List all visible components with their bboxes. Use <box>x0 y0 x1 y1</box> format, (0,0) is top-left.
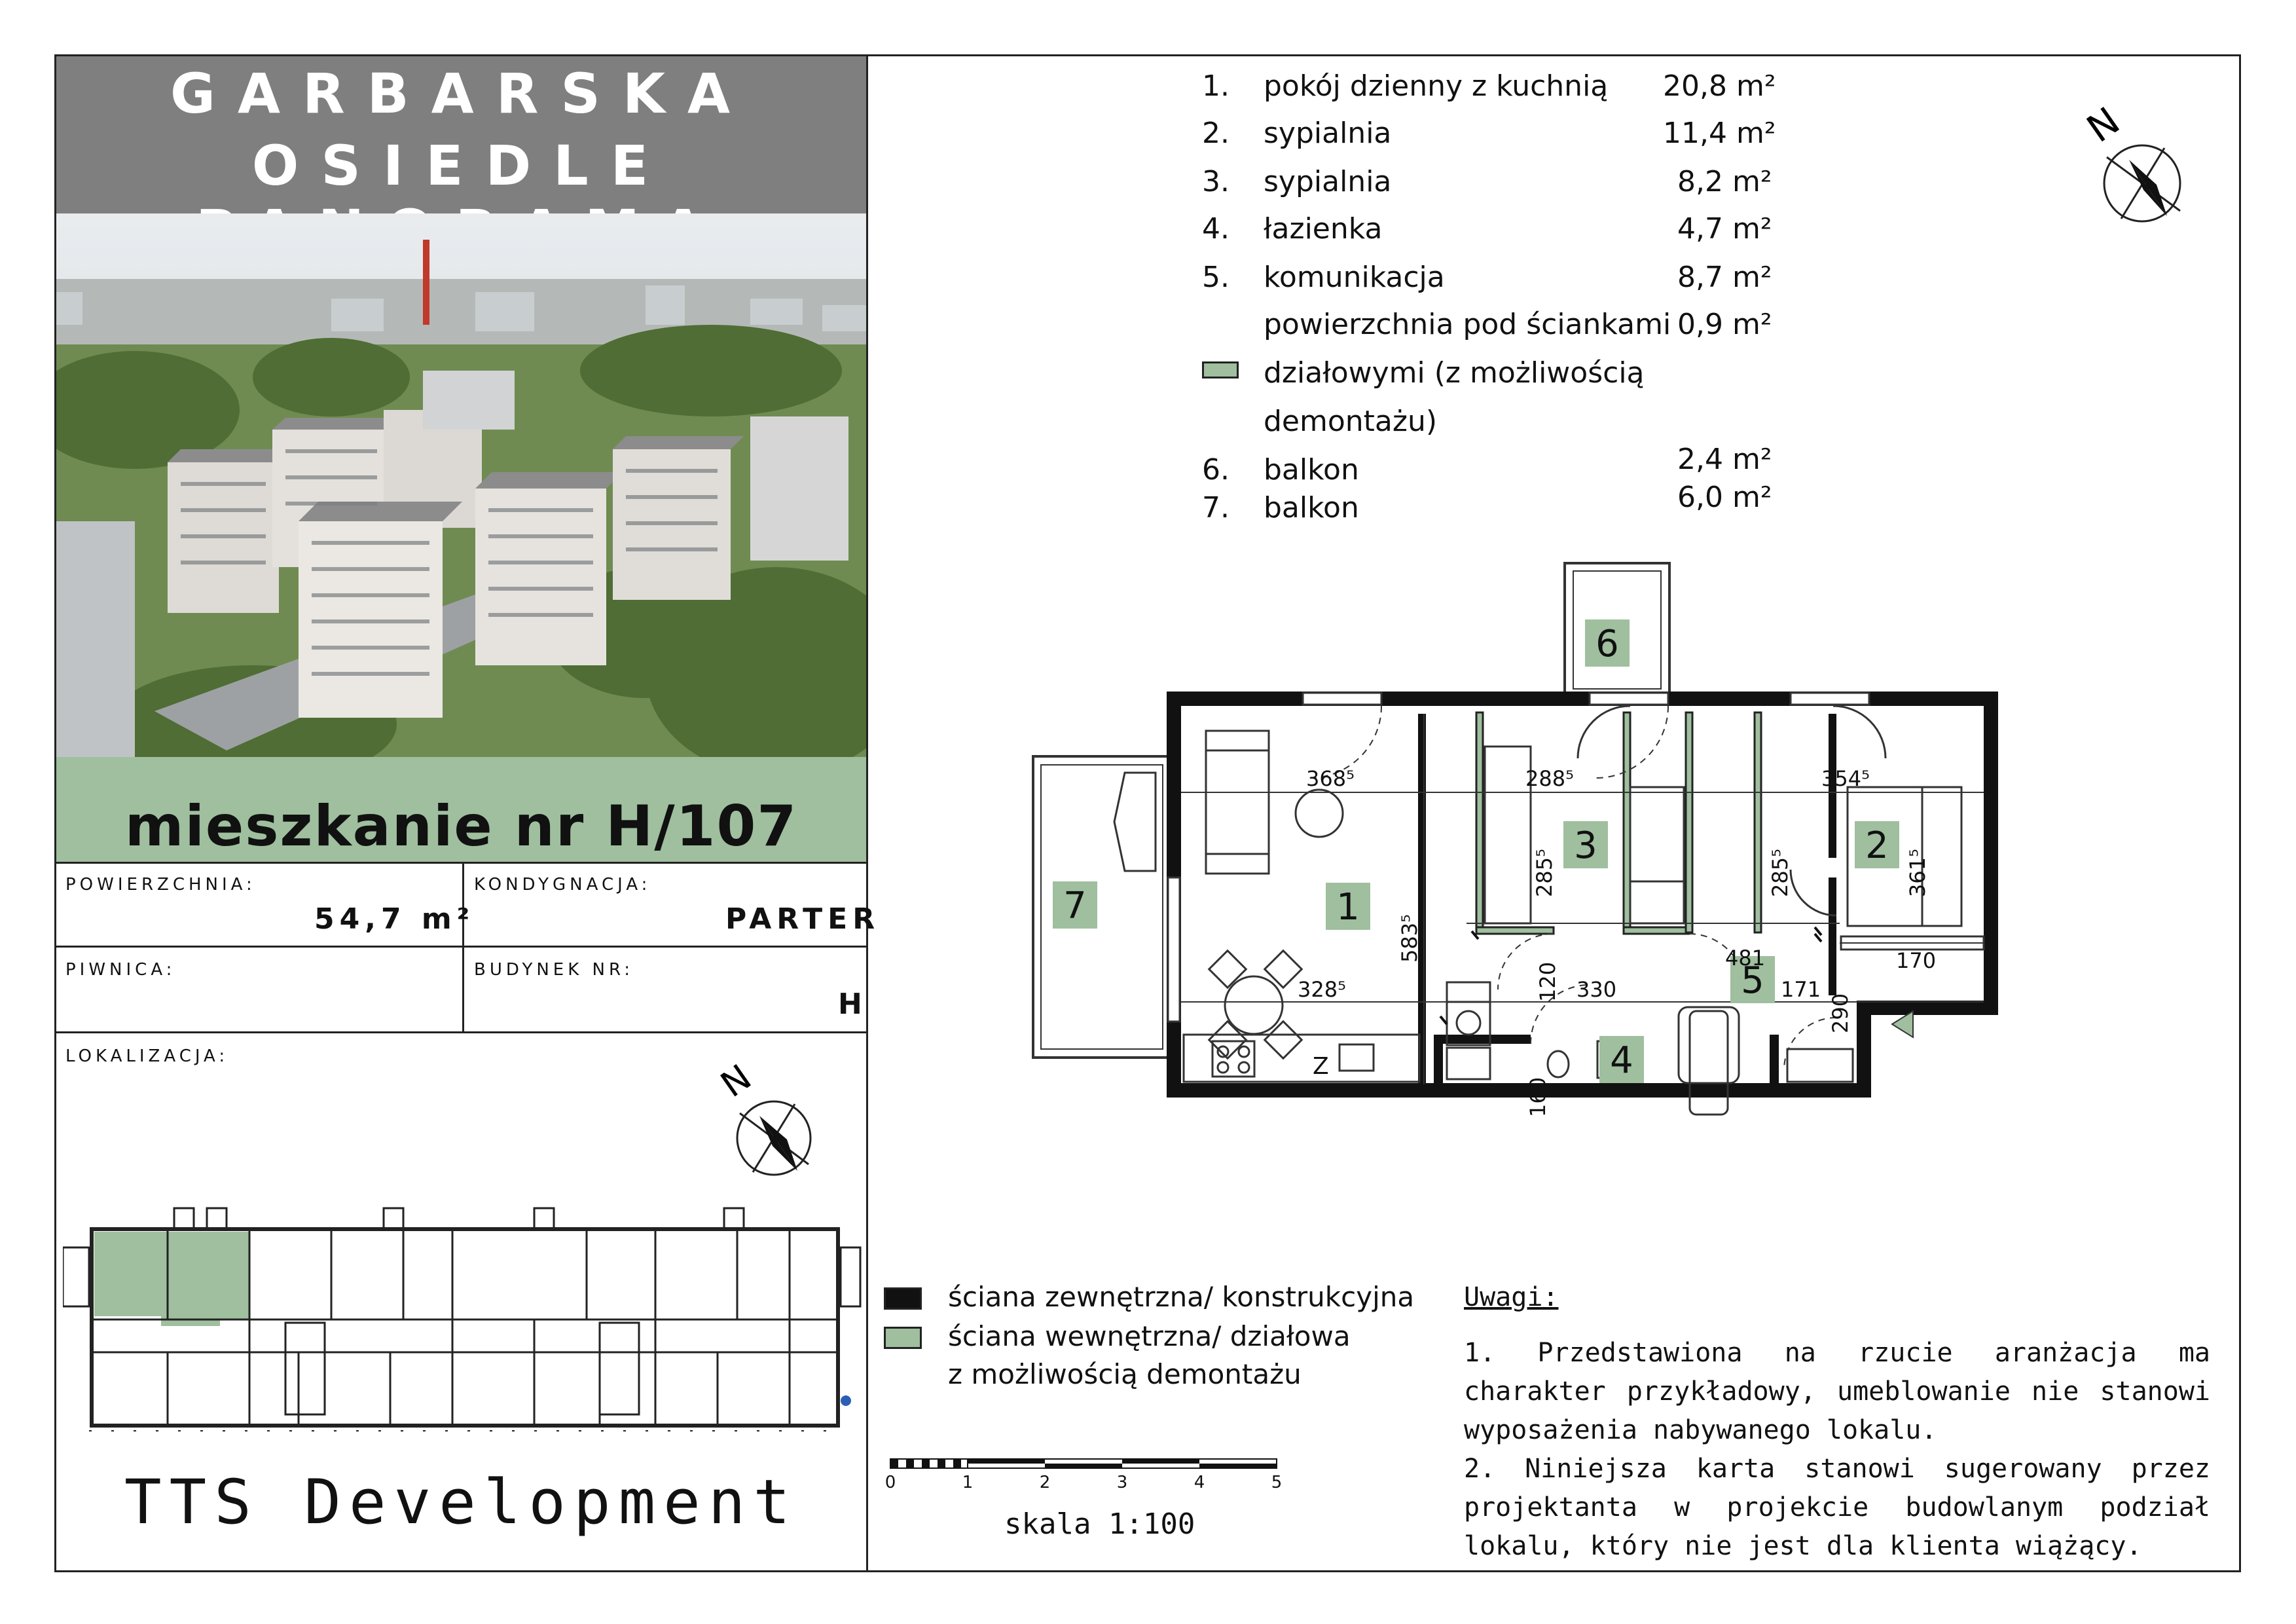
plan-room-4: 4 <box>1610 1039 1633 1082</box>
area-label: POWIERZCHNIA: <box>65 875 256 895</box>
grid-line <box>56 946 866 948</box>
room-4-number: 4. <box>1202 212 1230 246</box>
floor-plan <box>1021 557 2003 1198</box>
dim-bedroom3-width: 288⁵ <box>1525 766 1574 791</box>
scale-tick-1: 1 <box>962 1473 974 1492</box>
key-plan-highlighted-unit <box>94 1232 249 1326</box>
exterior-wall-swatch <box>884 1287 922 1310</box>
interior-wall-legend-line2: z możliwością demontażu <box>948 1358 1302 1390</box>
balcony-7-area: 6,0 m² <box>1677 481 1772 514</box>
fridge-mark: Z <box>1313 1053 1329 1080</box>
scale-tick-2: 2 <box>1039 1473 1051 1492</box>
project-title-line1: GARBARSKA <box>170 62 752 126</box>
balcony-7-number: 7. <box>1202 491 1230 525</box>
basement-label: PIWNICA: <box>65 960 176 980</box>
interior-wall-swatch <box>884 1327 922 1349</box>
balcony-6-number: 6. <box>1202 453 1230 487</box>
location-compass-letter: N <box>714 1056 759 1106</box>
plan-room-7: 7 <box>1063 885 1087 927</box>
room-5-name: komunikacja <box>1264 261 1445 294</box>
plan-room-1: 1 <box>1336 886 1360 929</box>
room-3-name: sypialnia <box>1264 165 1392 198</box>
floor-label: KONDYGNACJA: <box>474 875 651 895</box>
scale-label: skala 1:100 <box>1004 1507 1195 1541</box>
grid-line <box>56 862 866 864</box>
north-compass-icon <box>2075 92 2200 236</box>
room-5-number: 5. <box>1202 261 1230 294</box>
partition-area: 0,9 m² <box>1677 308 1772 341</box>
bedroom-3-furniture <box>1485 706 1684 923</box>
room-2-number: 2. <box>1202 117 1230 150</box>
scale-tick-3: 3 <box>1116 1473 1128 1492</box>
scale-tick-0: 0 <box>884 1473 896 1492</box>
note-1: 1. Przedstawiona na rzucie aranżacja ma charakter przykładowy, umeblowanie nie stanowi wyposażenia nabywanego lokalu. <box>1464 1338 2210 1445</box>
grid-line <box>462 862 464 1031</box>
room-5-area: 8,7 m² <box>1677 261 1772 294</box>
note-2: 2. Niniejsza karta stanowi sugerowany przez projektanta w projekcie budowlanym podział lokalu, który nie jest dla klienta wiążący. <box>1464 1454 2210 1561</box>
scale-tick-5: 5 <box>1271 1473 1283 1492</box>
balcony-7-name: balkon <box>1264 491 1359 525</box>
dim-closet-depth: 285⁵ <box>1768 849 1793 897</box>
grid-line <box>56 1031 866 1033</box>
notes-heading: Uwagi: <box>1464 1282 1559 1312</box>
estate-rendering-image <box>56 213 866 757</box>
scale-tick-4: 4 <box>1194 1473 1205 1492</box>
dim-living-width: 368⁵ <box>1306 766 1355 791</box>
plan-room-5: 5 <box>1741 959 1764 1002</box>
sofa <box>1206 731 1269 874</box>
dim-kitchen-width: 328⁵ <box>1298 977 1346 1002</box>
building-key-plan <box>63 1189 862 1464</box>
room-2-name: sypialnia <box>1264 117 1392 150</box>
exterior-walls <box>1167 692 1998 1098</box>
dim-bedroom3-depth: 285⁵ <box>1532 849 1557 897</box>
dim-bedroom2-depth: 361⁵ <box>1905 849 1930 897</box>
room-4-name: łazienka <box>1264 212 1383 246</box>
north-compass-letter: N <box>2079 98 2128 151</box>
dim-living-depth: 583⁵ <box>1397 914 1422 963</box>
dim-bedroom2-width: 354⁵ <box>1821 766 1870 791</box>
area-value: 54,7 m² <box>314 902 475 936</box>
room-1-area: 20,8 m² <box>1663 69 1776 103</box>
plan-room-6: 6 <box>1595 623 1619 665</box>
project-title-box <box>56 56 866 213</box>
room-1-name: pokój dzienny z kuchnią <box>1264 69 1609 103</box>
room-1-number: 1. <box>1202 69 1230 103</box>
interior-wall-legend-line1: ściana wewnętrzna/ działowa <box>948 1320 1351 1352</box>
location-label: LOKALIZACJA: <box>65 1046 229 1066</box>
building-label: BUDYNEK NR: <box>474 960 634 980</box>
kitchen-counter <box>1184 1035 1419 1082</box>
dim-entry-depth: 290 <box>1828 993 1853 1033</box>
notes <box>1464 1278 2210 1566</box>
room-3-number: 3. <box>1202 165 1230 198</box>
dim-bathroom-width: 330 <box>1576 977 1617 1002</box>
plan-room-2: 2 <box>1865 824 1889 867</box>
panel-divider <box>866 54 868 1572</box>
room-2-area: 11,4 m² <box>1663 117 1776 150</box>
partition-swatch <box>1202 361 1239 378</box>
dim-bathroom-depth: 160 <box>1525 1077 1550 1117</box>
dim-hall-depth: 120 <box>1535 961 1560 1002</box>
partition-line2: działowymi (z możliwością <box>1264 356 1645 390</box>
building-value: H <box>838 987 867 1021</box>
dim-wardrobe-length: 170 <box>1896 948 1937 973</box>
balcony-6-area: 2,4 m² <box>1677 443 1772 476</box>
balcony-6-name: balkon <box>1264 453 1359 487</box>
partition-line1: powierzchnia pod ściankami <box>1264 308 1671 341</box>
plan-room-3: 3 <box>1574 824 1597 867</box>
exterior-wall-legend: ściana zewnętrzna/ konstrukcyjna <box>948 1281 1415 1313</box>
dim-entry-width: 171 <box>1781 977 1821 1002</box>
apartment-title-box <box>56 757 866 862</box>
room-4-area: 4,7 m² <box>1677 212 1772 246</box>
dim-hall-length: 481 <box>1725 946 1766 970</box>
developer-brand: TTS Development <box>124 1467 798 1538</box>
partition-line3: demontażu) <box>1264 405 1438 438</box>
project-title-line2: OSIEDLE <box>251 134 671 198</box>
room-3-area: 8,2 m² <box>1677 165 1772 198</box>
apartment-title: mieszkanie nr H/107 <box>124 794 798 859</box>
scale-bar <box>877 1452 1296 1492</box>
location-compass-icon <box>714 1048 831 1192</box>
floor-value: PARTER <box>725 902 881 936</box>
